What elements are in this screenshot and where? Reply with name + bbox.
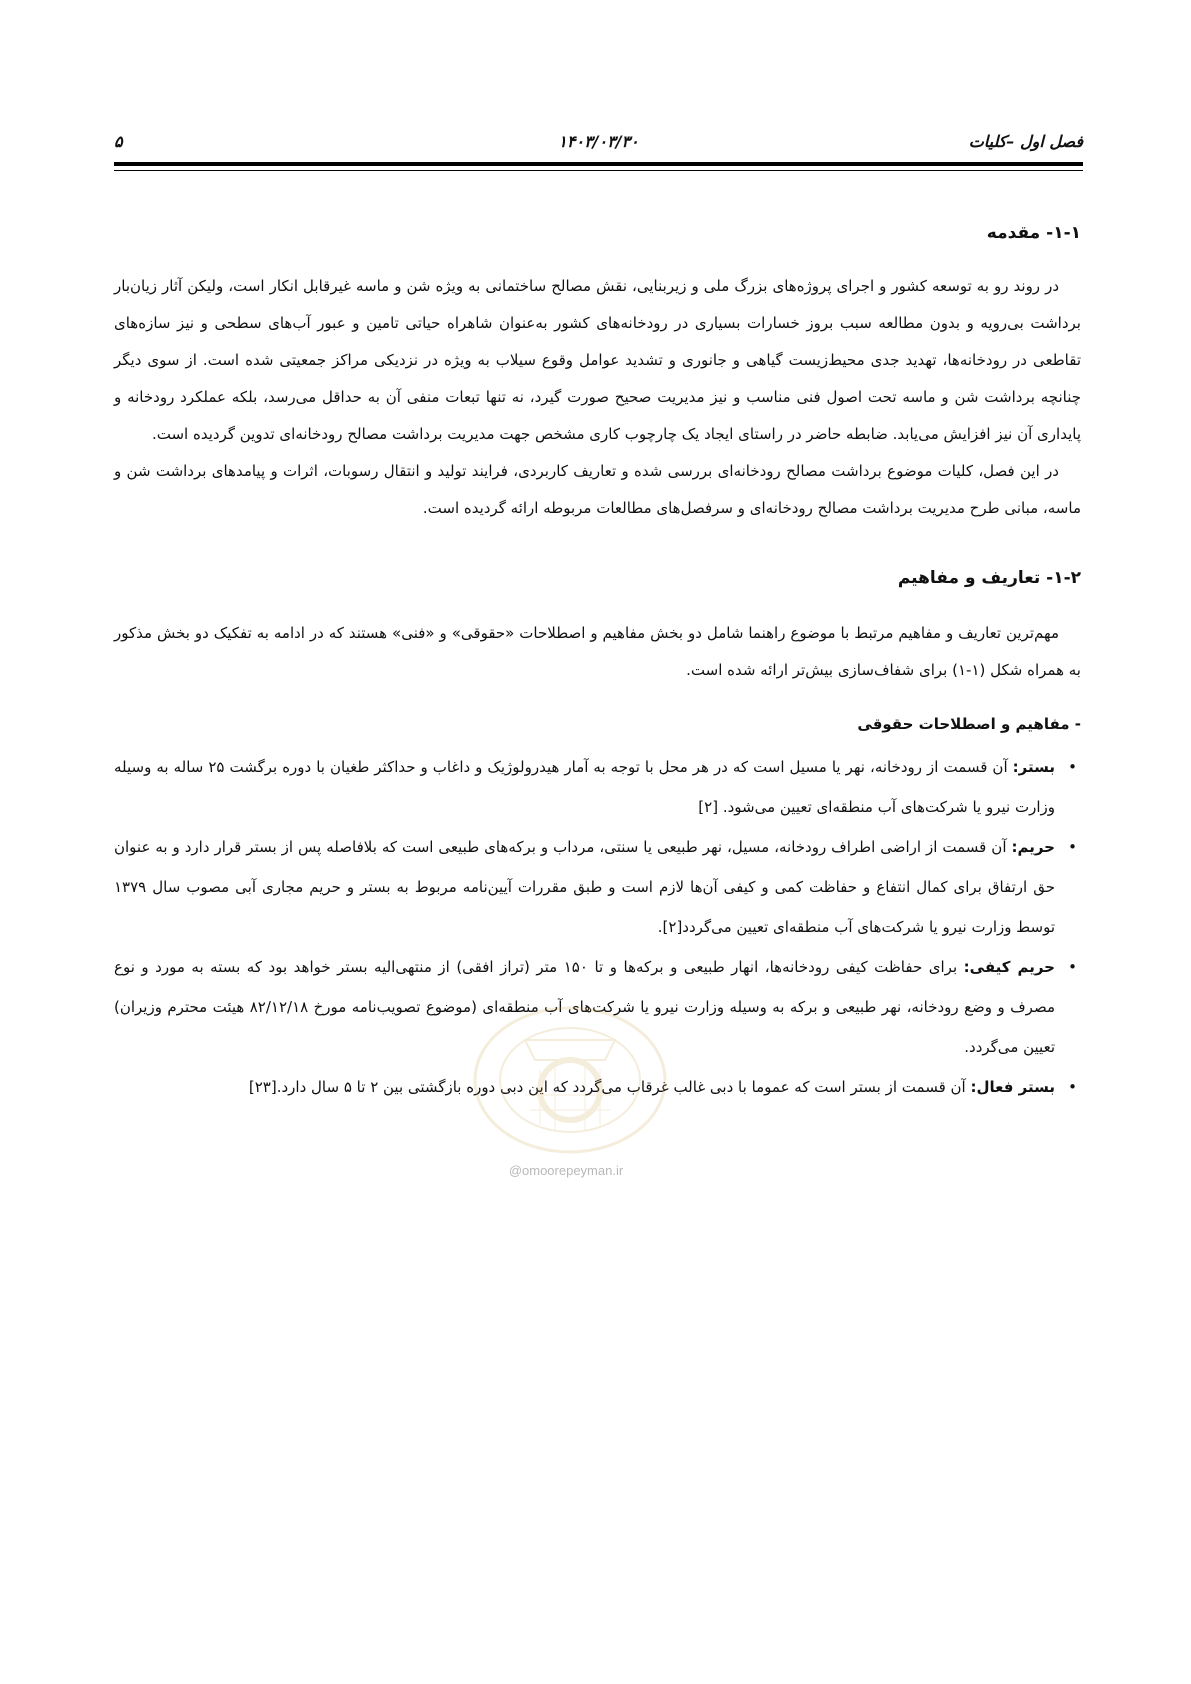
list-item <box>114 947 1081 1067</box>
definition-term: بستر: <box>1012 758 1055 776</box>
page-content <box>114 218 1081 1107</box>
section-heading-intro: ۱-۱- مقدمه <box>986 223 1081 243</box>
definitions-list <box>114 747 1081 1107</box>
definition-term: حریم: <box>1011 838 1055 856</box>
header-rule-thin <box>114 170 1083 171</box>
definition-text: آن قسمت از بستر است که عموما با دبی غالب غرقاب می‌گردد که این دبی دوره بازگشتی بین ۲ تا ۵ سال دارد.[۲۳] <box>248 1078 971 1096</box>
bullet-icon: • <box>1068 958 1077 976</box>
definition-text: آن قسمت از اراضی اطراف رودخانه، مسیل، نهر طبیعی یا سنتی، مرداب و برکه‌های طبیعی است که بلافاصله پس از بستر قرار دارد و به عنوان حق ارتفاق برای کمال انتفاع و حفاظت کمی و کیفی آن‌ها لازم است و طبق مقررات آیین‌نامه مربوط به بستر و حریم مجاری آبی مصوب سال ۱۳۷۹ توسط وزارت نیرو یا شرکت‌های آب منطقه‌ای تعیین می‌گردد[۲]. <box>114 838 1055 936</box>
intro-paragraph-2: در این فصل، کلیات موضوع برداشت مصالح رودخانه‌ای بررسی شده و تعاریف کاربردی، فرایند تولید و انتقال رسوبات، اثرات و پیامدهای برداشت شن و ماسه، مبانی طرح مدیریت برداشت مصالح رودخانه‌ای و سرفصل‌های مطالعات مربوطه ارائه گردیده است. <box>114 462 1081 517</box>
definition-text: برای حفاظت کیفی رودخانه‌ها، انهار طبیعی و برکه‌ها و تا ۱۵۰ متر (تراز افقی) از منتهی‌الیه بستر خواهد بود که بسته به مورد و نوع مصرف و وضع رودخانه، نهر طبیعی و برکه به وسیله وزارت نیرو یا شرکت‌های آب منطقه‌ای (موضوع تصویب‌نامه مورخ ۸۲/۱۲/۱۸ هیئت محترم وزیران) تعیین می‌گردد. <box>114 958 1055 1056</box>
watermark-url: @omoorepeyman.ir <box>508 1163 624 1178</box>
definition-term: حریم کیفی: <box>963 958 1055 976</box>
running-header <box>114 128 1083 158</box>
list-item <box>114 747 1081 827</box>
definition-text: آن قسمت از رودخانه، نهر یا مسیل است که در هر محل با توجه به آمار هیدرولوژیک و داغاب و حداکثر طغیان با دوره برگشت ۲۵ ساله به وسیله وزارت نیرو یا شرکت‌های آب منطقه‌ای تعیین می‌شود. [۲] <box>114 758 1055 816</box>
definition-term: بستر فعال: <box>970 1078 1055 1096</box>
intro-paragraph-1: در روند رو به توسعه کشور و اجرای پروژه‌های بزرگ ملی و زیربنایی، نقش مصالح ساختمانی به ویژه شن و ماسه غیرقابل انکار است، ولیکن آثار زیان‌بار برداشت بی‌رویه و بدون مطالعه سبب بروز خسارات بسیاری در رودخانه‌های کشور به‌عنوان شاهراه حیاتی تامین و عبور آب‌های سطحی و نیز سازه‌های تقاطعی در رودخانه‌ها، تهدید جدی محیط‌زیست گیاهی و جانوری و تشدید عوامل وقوع سیلاب به ویژه در نزدیکی مراکز جمعیتی شده است. از سوی دیگر چنانچه برداشت شن و ماسه تحت اصول فنی مناسب و نیز مدیریت صحیح صورت گیرد، نه تنها تبعات منفی آن به حداقل می‌رسد، بلکه عملکرد رودخانه و پایداری آن نیز افزایش می‌یابد. ضابطه حاضر در راستای ایجاد یک چارچوب کاری مشخص جهت مدیریت برداشت مصالح رودخانه‌ای تدوین گردیده است. <box>114 277 1081 443</box>
bullet-icon: • <box>1068 1078 1077 1096</box>
definitions-paragraph: مهم‌ترین تعاریف و مفاهیم مرتبط با موضوع راهنما شامل دو بخش مفاهیم و اصطلاحات «حقوقی» و «فنی» هستند که در ادامه به تفکیک دو بخش مذکور به همراه شکل (۱-۱) برای شفاف‌سازی بیش‌تر ارائه شده است. <box>114 624 1081 679</box>
header-rule-thick <box>114 162 1083 166</box>
list-item <box>114 1067 1081 1107</box>
page-number: ۵ <box>114 132 123 151</box>
legal-terms-subheading: - مفاهیم و اصطلاحات حقوقی <box>857 715 1081 733</box>
bullet-icon: • <box>1068 838 1077 856</box>
bullet-icon: • <box>1068 758 1077 776</box>
section-heading-definitions: ۱-۲- تعاریف و مفاهیم <box>897 568 1081 588</box>
header-date: ۱۴۰۳/۰۳/۳۰ <box>558 132 639 151</box>
list-item <box>114 827 1081 947</box>
chapter-title: فصل اول –کلیات <box>968 132 1083 151</box>
